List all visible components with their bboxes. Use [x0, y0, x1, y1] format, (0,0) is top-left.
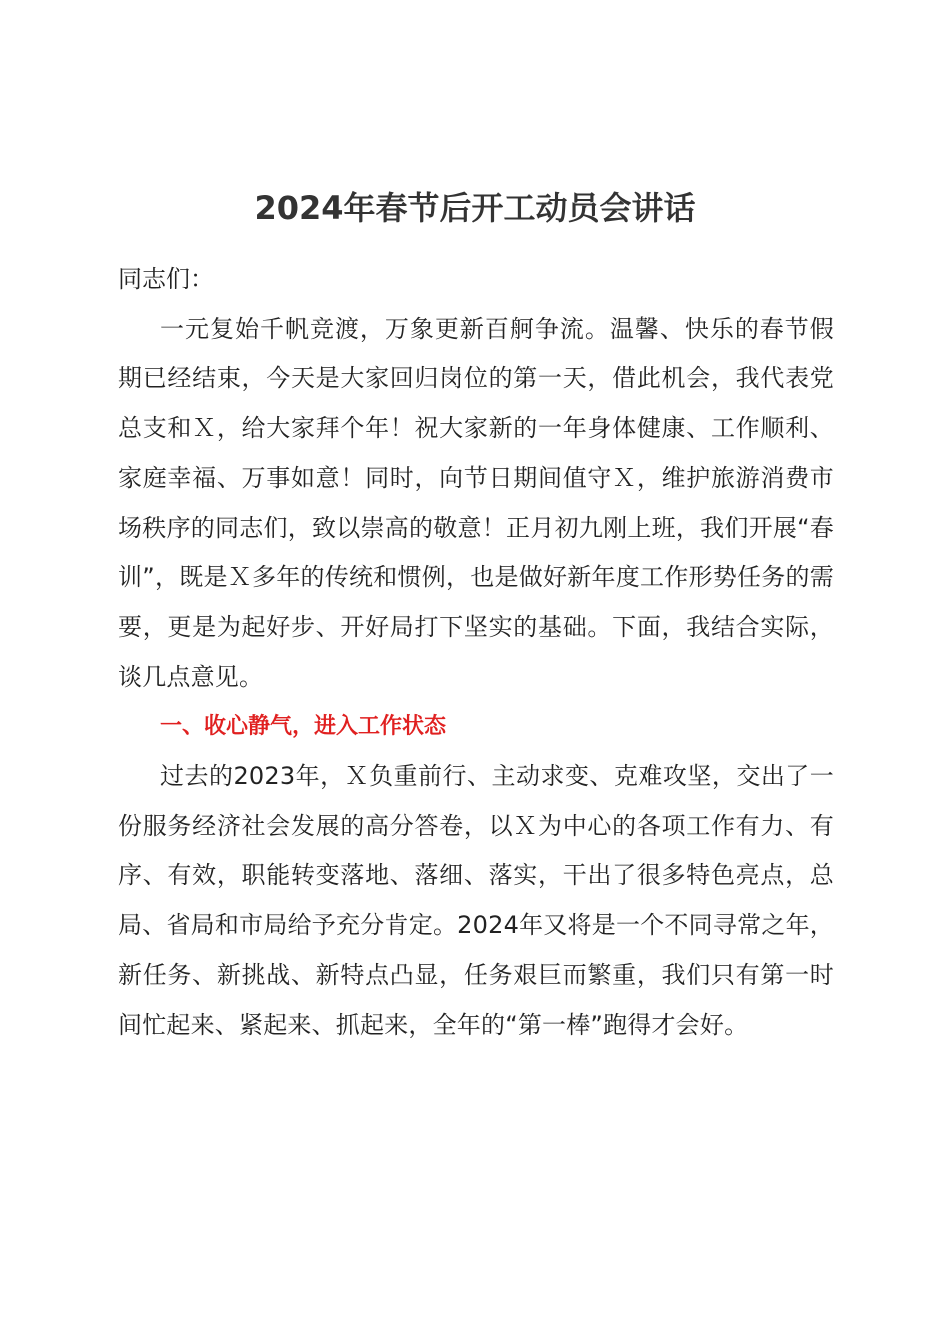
- section-heading-1: 一、收心静气，进入工作状态: [160, 714, 447, 740]
- document-body: [118, 255, 834, 1050]
- paragraph-intro: 一元复始千帆竞渡，万象更新百舸争流。温馨、快乐的春节假期已经结束，今天是大家回归岗位的第一天，借此机会，我代表党总支和Ｘ，给大家拜个年！祝大家新的一年身体健康、工作顺利、家庭幸福、万事如意！同时，向节日期间值守Ｘ，维护旅游消费市场秩序的同志们，致以崇高的敬意！正月初九刚上班，我们开展“春训”，既是Ｘ多年的传统和惯例，也是做好新年度工作形势任务的需要，更是为起好步、开好局打下坚实的基础。下面，我结合实际，谈几点意见。: [118, 314, 834, 691]
- document-title: 2024年春节后开工动员会讲话: [254, 189, 696, 227]
- paragraph-section-1: 过去的2023年，Ｘ负重前行、主动求变、克难攻坚，交出了一份服务经济社会发展的高分答卷，以Ｘ为中心的各项工作有力、有序、有效，职能转变落地、落细、落实，干出了很多特色亮点，总局、省局和市局给予充分肯定。2024年又将是一个不同寻常之年，新任务、新挑战、新特点凸显，任务艰巨而繁重，我们只有第一时间忙起来、紧起来、抓起来，全年的“第一棒”跑得才会好。: [118, 762, 834, 1039]
- salutation: 同志们：: [118, 265, 214, 293]
